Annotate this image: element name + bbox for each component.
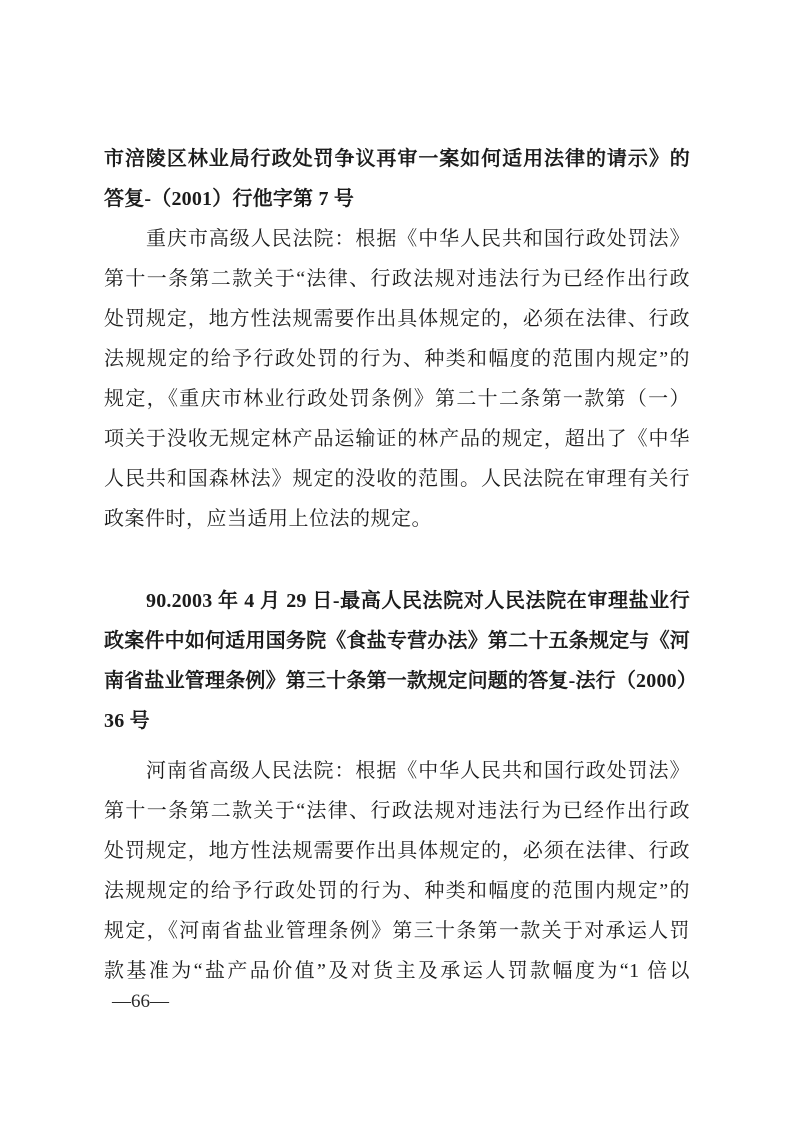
text-line: 法规规定的给予行政处罚的行为、种类和幅度的范围内规定”的 [104,880,690,902]
text-line: 款基准为“盐产品价值”及对货主及承运人罚款幅度为“1 倍以 [104,960,690,982]
entry-90-heading [104,581,698,741]
text-line: 处罚规定，地方性法规需要作出具体规定的，必须在法律、行政 [104,308,690,330]
text-line: 市涪陵区林业局行政处罚争议再审一案如何适用法律的请示》的 [104,148,690,170]
document-text-block [104,139,698,991]
text-line: 法规规定的给予行政处罚的行为、种类和幅度的范围内规定”的 [104,348,690,370]
entry-90-body [104,751,690,991]
text-line: 人民共和国森林法》规定的没收的范围。人民法院在审理有关行 [104,468,690,490]
text-line: 项关于没收无规定林产品运输证的林产品的规定，超出了《中华 [104,428,690,450]
text-line: 政案件时，应当适用上位法的规定。 [104,508,432,530]
text-line: 36 号 [104,710,150,732]
text-line: 第十一条第二款关于“法律、行政法规对违法行为已经作出行政 [104,800,690,822]
text-line: 重庆市高级人民法院：根据《中华人民共和国行政处罚法》 [146,228,690,250]
text-line: 规定，《重庆市林业行政处罚条例》第二十二条第一款第（一） [104,388,690,410]
text-line: 答复-（2001）行他字第 7 号 [104,188,355,210]
page-number: —66— [112,991,169,1012]
entry-89-body [104,219,690,539]
text-line: 处罚规定，地方性法规需要作出具体规定的，必须在法律、行政 [104,840,690,862]
text-line: 规定，《河南省盐业管理条例》第三十条第一款关于对承运人罚 [104,920,690,942]
text-line: 第十一条第二款关于“法律、行政法规对违法行为已经作出行政 [104,268,690,290]
text-line: 政案件中如何适用国务院《食盐专营办法》第二十五条规定与《河 [104,630,690,652]
text-line: 河南省高级人民法院：根据《中华人民共和国行政处罚法》 [146,760,690,782]
text-line: 90.2003 年 4 月 29 日-最高人民法院对人民法院在审理盐业行 [146,590,690,612]
entry-89-heading [104,139,690,219]
text-line: 南省盐业管理条例》第三十条第一款规定问题的答复-法行（2000） [104,670,698,692]
